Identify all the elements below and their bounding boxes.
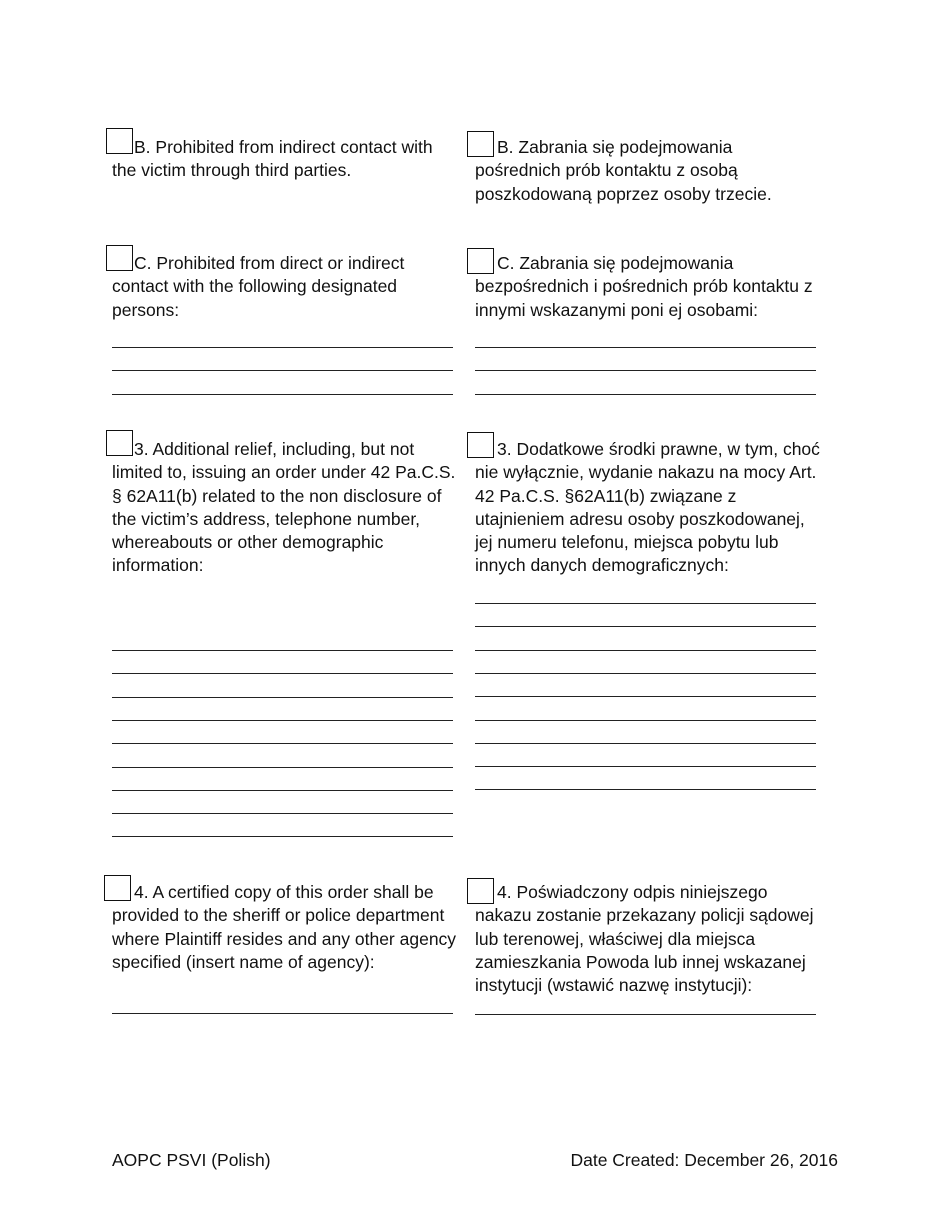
fill-line[interactable]	[475, 721, 816, 744]
section-b-en-text: B. Prohibited from indirect contact with the victim through third parties.	[112, 137, 433, 181]
section-4-pl-text: 4. Poświadczony odpis niniejszego nakazu zostanie przekazany policji sądowej lub terenowej, właściwej dla miejsca zamieszkania Powoda lub innej wskazanej instytucji (wstawić nazwę instytucji):	[475, 882, 814, 996]
fill-line[interactable]	[112, 628, 453, 651]
section-c-pl-text: C. Zabrania się podejmowania bezpośrednich i pośrednich prób kontaktu z innymi wskazanymi poni ej osobami:	[475, 253, 813, 320]
fill-line[interactable]	[475, 651, 816, 674]
section-c-en	[112, 252, 457, 395]
additional-relief-lines-pl	[475, 581, 820, 791]
fill-line[interactable]	[112, 768, 453, 791]
section-b-pl-text: B. Zabrania się podejmowania pośrednich prób kontaktu z osobą poszkodowaną poprzez osoby trzecie.	[475, 137, 772, 204]
fill-line[interactable]	[475, 604, 816, 627]
form-code: AOPC PSVI (Polish)	[112, 1150, 271, 1170]
fill-line[interactable]	[112, 791, 453, 814]
section-4-pl	[475, 881, 820, 1015]
fill-line[interactable]	[112, 991, 453, 1014]
fill-line[interactable]	[475, 325, 816, 348]
fill-line[interactable]	[475, 767, 816, 790]
agency-line-en	[112, 991, 457, 1014]
fill-line[interactable]	[112, 325, 453, 348]
fill-line[interactable]	[475, 697, 816, 720]
fill-line[interactable]	[112, 721, 453, 744]
fill-line[interactable]	[475, 627, 816, 650]
fill-line[interactable]	[475, 581, 816, 604]
fill-line[interactable]	[112, 744, 453, 767]
fill-line[interactable]	[112, 674, 453, 697]
fill-line[interactable]	[112, 651, 453, 674]
section-4-en-text: 4. A certified copy of this order shall be provided to the sheriff or police department where Plaintiff resides and any other agency specified (insert name of agency):	[112, 882, 457, 972]
fill-line[interactable]	[112, 814, 453, 837]
section-c-pl	[475, 252, 820, 395]
section-c-en-text: C. Prohibited from direct or indirect contact with the following designated persons:	[112, 253, 405, 320]
section-3-en-text: 3. Additional relief, including, but not limited to, issuing an order under 42 Pa.C.S. § 62A11(b) related to the non disclosure of the victim’s address, telephone number, whereabouts or other demographic information:	[112, 439, 456, 576]
section-b-pl	[475, 136, 820, 206]
section-3-pl-text: 3. Dodatkowe środki prawne, w tym, choć nie wyłącznie, wydanie nakazu na mocy Art. 42 Pa.C.S. §62A11(b) związane z utajnieniem adresu osoby poszkodowanej, jej numeru telefonu, miejsca pobytu lub innych danych demograficznych:	[475, 439, 820, 576]
fill-line[interactable]	[112, 698, 453, 721]
date-created: Date Created: December 26, 2016	[570, 1150, 838, 1170]
section-b-en	[112, 136, 457, 183]
designated-persons-lines-en	[112, 325, 457, 395]
fill-line[interactable]	[475, 674, 816, 697]
fill-line[interactable]	[475, 371, 816, 394]
section-3-pl	[475, 438, 820, 790]
designated-persons-lines-pl	[475, 325, 820, 395]
fill-line[interactable]	[475, 348, 816, 371]
fill-line[interactable]	[112, 371, 453, 394]
additional-relief-lines-en	[112, 628, 457, 838]
fill-line[interactable]	[112, 348, 453, 371]
fill-line[interactable]	[475, 744, 816, 767]
section-4-en	[112, 881, 457, 1014]
section-3-en	[112, 438, 457, 837]
